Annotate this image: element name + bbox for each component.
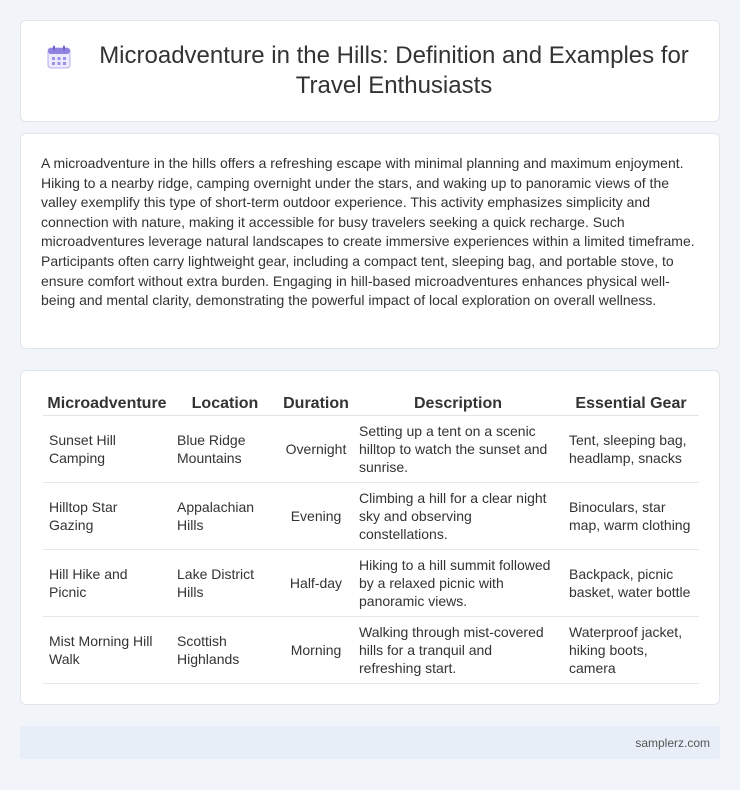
header-description: Description xyxy=(353,391,563,416)
page-title: Microadventure in the Hills: Definition and Examples for Travel Enthusiasts xyxy=(99,42,689,99)
header-location: Location xyxy=(171,391,279,416)
table-card xyxy=(20,370,720,705)
table-row xyxy=(43,550,699,617)
intro-paragraph: A microadventure in the hills offers a refreshing escape with minimal planning and maximum enjoyment. Hiking to a nearby ridge, camping overnight under the stars, and waking up to panoramic views of the valley exemplify this type of short-term outdoor experience. This activity emphasizes simplicity and connection with nature, making it accessible for busy travelers seeking a quick recharge. Such microadventures leverage natural landscapes to create immersive experiences within a limited timeframe. Participants often carry lightweight gear, including a compact tent, sleeping bag, and portable stove, to ensure comfort without extra burden. Engaging in hill-based microadventures enhances physical well-being and mental clarity, demonstrating the powerful impact of local exploration on overall wellness. xyxy=(41,155,695,309)
title-card xyxy=(20,20,720,122)
header-duration: Duration xyxy=(279,391,353,416)
cell-description: Hiking to a hill summit followed by a relaxed picnic with panoramic views. xyxy=(353,550,563,617)
cell-essential-gear: Backpack, picnic basket, water bottle xyxy=(563,550,699,617)
table-row xyxy=(43,483,699,550)
cell-description: Setting up a tent on a scenic hilltop to watch the sunset and sunrise. xyxy=(353,416,563,483)
cell-microadventure: Mist Morning Hill Walk xyxy=(43,617,171,684)
calendar-icon xyxy=(46,44,72,70)
cell-duration: Evening xyxy=(279,483,353,550)
cell-essential-gear: Binoculars, star map, warm clothing xyxy=(563,483,699,550)
table-header-row xyxy=(43,391,699,416)
microadventure-table xyxy=(43,391,699,684)
footer-source-link[interactable]: samplerz.com xyxy=(635,735,710,750)
cell-location: Blue Ridge Mountains xyxy=(171,416,279,483)
cell-essential-gear: Waterproof jacket, hiking boots, camera xyxy=(563,617,699,684)
cell-location: Lake District Hills xyxy=(171,550,279,617)
table-row xyxy=(43,416,699,483)
cell-microadventure: Sunset Hill Camping xyxy=(43,416,171,483)
cell-microadventure: Hill Hike and Picnic xyxy=(43,550,171,617)
intro-card xyxy=(20,133,720,349)
cell-essential-gear: Tent, sleeping bag, headlamp, snacks xyxy=(563,416,699,483)
cell-description: Climbing a hill for a clear night sky and observing constellations. xyxy=(353,483,563,550)
cell-duration: Half-day xyxy=(279,550,353,617)
cell-duration: Overnight xyxy=(279,416,353,483)
footer-bar xyxy=(20,726,720,759)
header-essential-gear: Essential Gear xyxy=(563,391,699,416)
cell-location: Appalachian Hills xyxy=(171,483,279,550)
cell-microadventure: Hilltop Star Gazing xyxy=(43,483,171,550)
cell-location: Scottish Highlands xyxy=(171,617,279,684)
header-microadventure: Microadventure xyxy=(43,391,171,416)
table-row xyxy=(43,617,699,684)
cell-description: Walking through mist-covered hills for a tranquil and refreshing start. xyxy=(353,617,563,684)
cell-duration: Morning xyxy=(279,617,353,684)
